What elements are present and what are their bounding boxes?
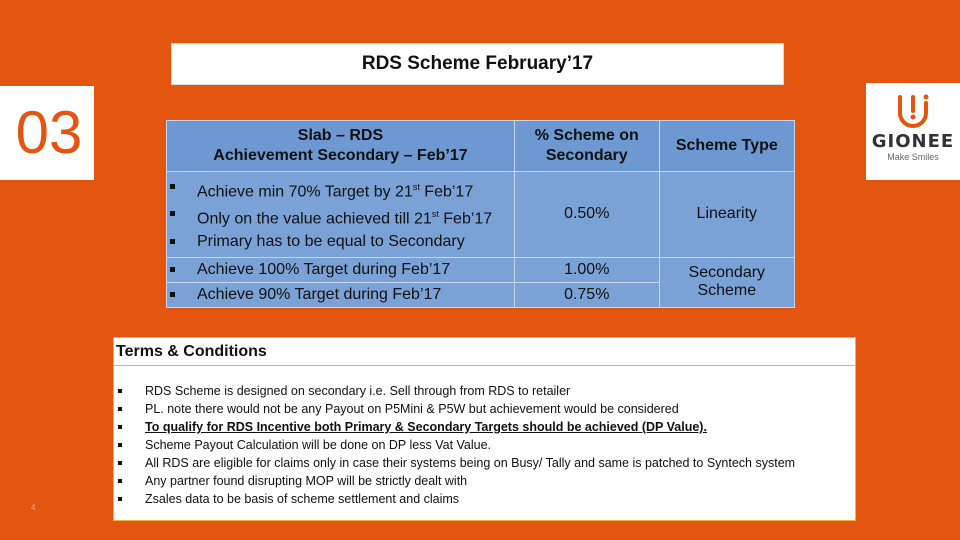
row3-slab-cell: [167, 282, 515, 307]
table-row: [167, 172, 795, 258]
terms-box: [113, 337, 856, 521]
row2-slab-cell: [167, 257, 515, 282]
row1-slab-cell: [167, 172, 515, 258]
row3-percent: 0.75%: [514, 282, 659, 307]
terms-list: [114, 366, 855, 508]
table-row: [167, 257, 795, 282]
header-slab-line2: Achievement Secondary – Feb’17: [213, 147, 468, 164]
list-item: Achieve min 70% Target by 21st Feb’17: [167, 176, 514, 203]
header-slab: [167, 121, 515, 172]
section-number-box: [0, 86, 94, 180]
gionee-logo: [866, 83, 960, 180]
terms-item: RDS Scheme is designed on secondary i.e. Sell through from RDS to retailer: [114, 382, 855, 400]
list-item: Only on the value achieved till 21st Feb’17: [167, 203, 514, 230]
terms-item: Scheme Payout Calculation will be done on DP less Vat Value.: [114, 436, 855, 454]
terms-heading: Terms & Conditions: [114, 338, 855, 366]
terms-item: All RDS are eligible for claims only in case their systems being on Busy/ Tally and same is patched to Syntech system: [114, 454, 855, 472]
header-type: Scheme Type: [659, 121, 794, 172]
list-item: Achieve 100% Target during Feb’17: [167, 259, 514, 281]
terms-item: PL. note there would not be any Payout on P5Mini & P5W but achievement would be considered: [114, 400, 855, 418]
logo-wordmark: GIONEE: [871, 131, 955, 152]
secondary-type-line1: Secondary: [688, 264, 766, 282]
row1-type: Linearity: [659, 172, 794, 258]
gionee-logo-icon: [896, 93, 930, 129]
terms-item-emphasis: To qualify for RDS Incentive both Primary & Secondary Targets should be achieved (DP Value).: [114, 418, 855, 436]
scheme-table: [166, 120, 795, 308]
slide-title-box: [171, 43, 784, 85]
row1-percent: 0.50%: [514, 172, 659, 258]
list-item: Achieve 90% Target during Feb’17: [167, 284, 514, 306]
row2-percent: 1.00%: [514, 257, 659, 282]
slide-title: RDS Scheme February’17: [361, 53, 594, 74]
terms-item: Any partner found disrupting MOP will be strictly dealt with: [114, 472, 855, 490]
logo-tagline: Make Smiles: [887, 152, 939, 162]
header-percent-line1: % Scheme on: [534, 127, 639, 144]
list-item: Primary has to be equal to Secondary: [167, 231, 514, 253]
header-slab-line1: Slab – RDS: [297, 127, 384, 144]
terms-item: Zsales data to be basis of scheme settlement and claims: [114, 490, 855, 508]
row2-type: [659, 257, 794, 307]
header-percent-line2: Secondary: [545, 147, 628, 164]
section-number: 03: [15, 99, 83, 166]
header-percent: [514, 121, 659, 172]
table-header-row: [167, 121, 795, 172]
secondary-type-line2: Scheme: [697, 282, 757, 300]
page-number: 4: [31, 503, 36, 512]
